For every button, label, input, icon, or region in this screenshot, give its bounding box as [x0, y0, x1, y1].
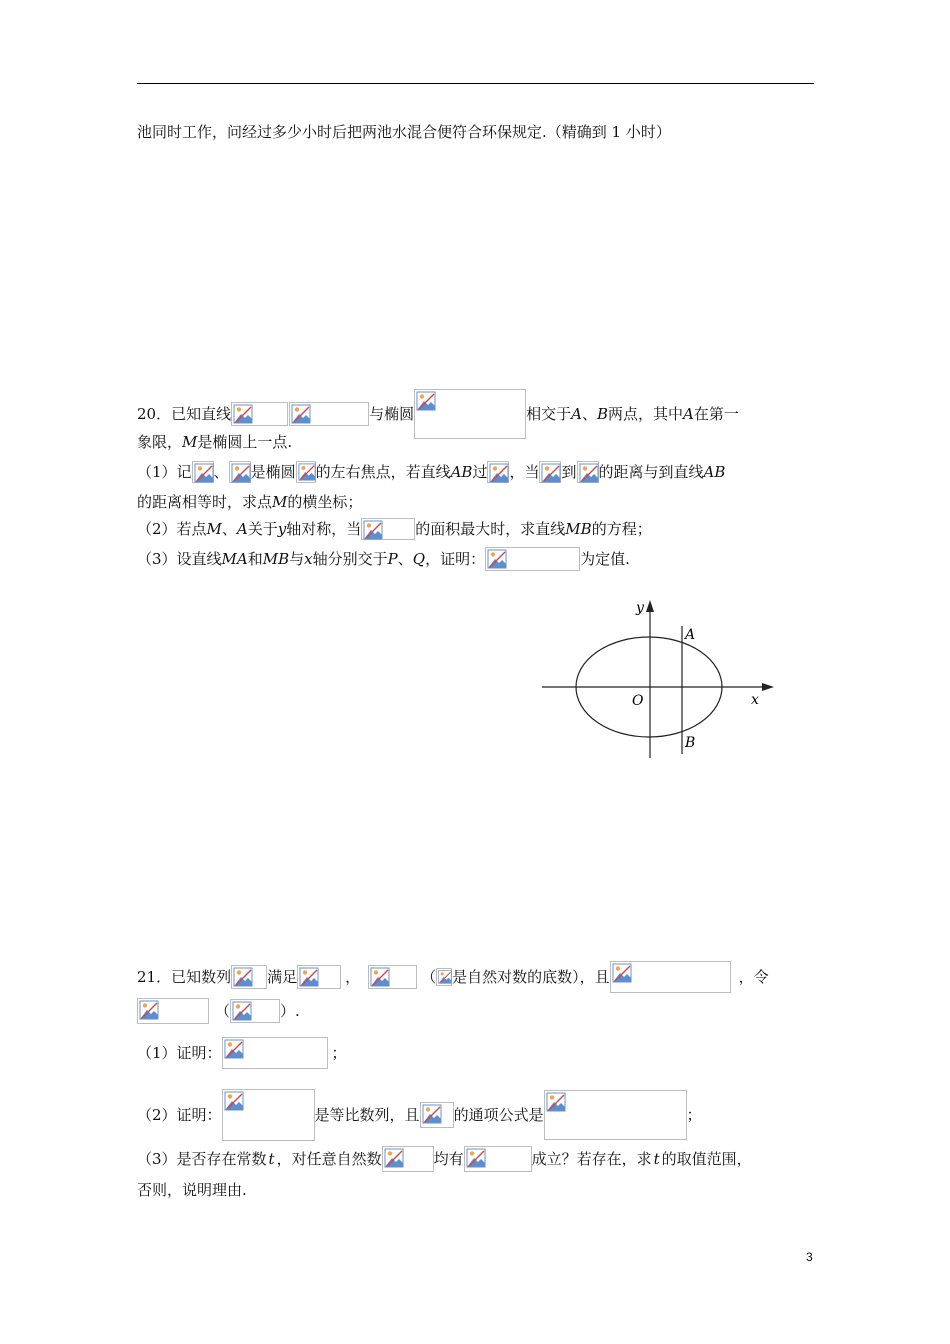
formula-image — [464, 1146, 532, 1172]
ellipse-equation-image — [414, 389, 526, 439]
header-rule — [137, 83, 814, 84]
q20-part-2: （2）若点 M 、 A 关于 y 轴对称，当 的面积最大时，求直线 MB 的方程； — [137, 520, 652, 538]
ellipse-figure — [538, 598, 778, 768]
formula-image — [368, 965, 417, 989]
broken-image-icon — [612, 963, 632, 983]
broken-image-icon — [363, 520, 383, 540]
broken-image-icon — [224, 1039, 244, 1059]
formula-image — [361, 518, 415, 540]
point-a-label: A — [685, 627, 696, 643]
q21-part-2: （2）证明： 是等比数列，且 的通项公式是 ； — [137, 1089, 702, 1141]
broken-image-icon — [416, 391, 436, 411]
formula-image — [222, 1089, 315, 1141]
broken-image-icon — [541, 463, 561, 483]
broken-image-icon — [370, 967, 390, 987]
q21-line-2: （ ）. — [137, 998, 300, 1024]
q20-line-2: 象限， M 是椭圆上一点. — [137, 433, 293, 451]
formula-image — [436, 968, 452, 986]
broken-image-icon — [291, 404, 311, 424]
q20-part-3: （3）设直线 MA 和 MB 与 x 轴分别交于 P 、 Q ，证明： 为定值. — [137, 547, 630, 571]
broken-image-icon — [466, 1148, 486, 1168]
broken-image-icon — [299, 967, 319, 987]
formula-image — [610, 961, 731, 993]
broken-image-icon — [579, 463, 599, 483]
broken-image-icon — [139, 1000, 159, 1020]
q21-line-1: 21．已知数列 满足 ， （ 是自然对数的底数），且 ，令 — [137, 961, 769, 993]
broken-image-icon — [233, 967, 253, 987]
point-b-label: B — [685, 735, 696, 751]
formula-image — [544, 1090, 687, 1140]
formula-image — [485, 547, 580, 571]
q20-part-1: （1）记 、 是椭圆 的左右焦点，若直线 AB 过 ，当 到 的距离与到直线 AB — [137, 463, 726, 481]
paragraph-top: 池同时工作，问经过多少小时后把两池水混合便符合环保规定.（精确到 1 小时） — [137, 123, 671, 141]
broken-image-icon — [384, 1148, 404, 1168]
formula-image — [289, 402, 369, 426]
formula-image — [420, 1102, 454, 1128]
formula-image — [382, 1146, 434, 1172]
formula-image — [577, 461, 599, 483]
formula-image — [230, 999, 280, 1023]
broken-image-icon — [231, 463, 251, 483]
q21-part-1: （1）证明： ； — [137, 1037, 347, 1069]
broken-image-icon — [438, 970, 452, 984]
broken-image-icon — [233, 404, 253, 424]
formula-image — [222, 1037, 328, 1069]
broken-image-icon — [224, 1091, 244, 1111]
x-axis-arrow — [762, 683, 774, 691]
formula-image — [231, 965, 267, 989]
formula-image — [231, 402, 288, 426]
formula-image — [137, 998, 209, 1024]
broken-image-icon — [422, 1104, 442, 1124]
q21-part-3: （3）是否存在常数 t ，对任意自然数 均有 成立？若存在，求 t 的取值范围， — [137, 1146, 752, 1172]
y-axis-arrow — [646, 600, 654, 612]
broken-image-icon — [489, 463, 509, 483]
formula-image — [487, 461, 509, 483]
q21-part-3-cont: 否则，说明理由. — [137, 1181, 247, 1199]
formula-image — [296, 461, 316, 483]
broken-image-icon — [232, 1001, 252, 1021]
broken-image-icon — [298, 463, 316, 481]
q20-line-1: 20．已知直线 与椭圆 相交于 A 、 B 两点，其中 A 在第一 — [137, 389, 739, 439]
broken-image-icon — [487, 549, 507, 569]
broken-image-icon — [546, 1092, 566, 1112]
broken-image-icon — [194, 463, 214, 483]
origin-label: O — [632, 693, 644, 709]
page-number: 3 — [806, 1250, 813, 1264]
formula-image — [297, 965, 341, 989]
formula-image — [229, 461, 251, 483]
y-axis-label: y — [636, 600, 644, 616]
formula-image — [192, 461, 214, 483]
formula-image — [539, 461, 561, 483]
x-axis-label: x — [751, 692, 759, 708]
q20-part-1-cont: 的距离相等时，求点 M 的横坐标； — [137, 493, 363, 511]
